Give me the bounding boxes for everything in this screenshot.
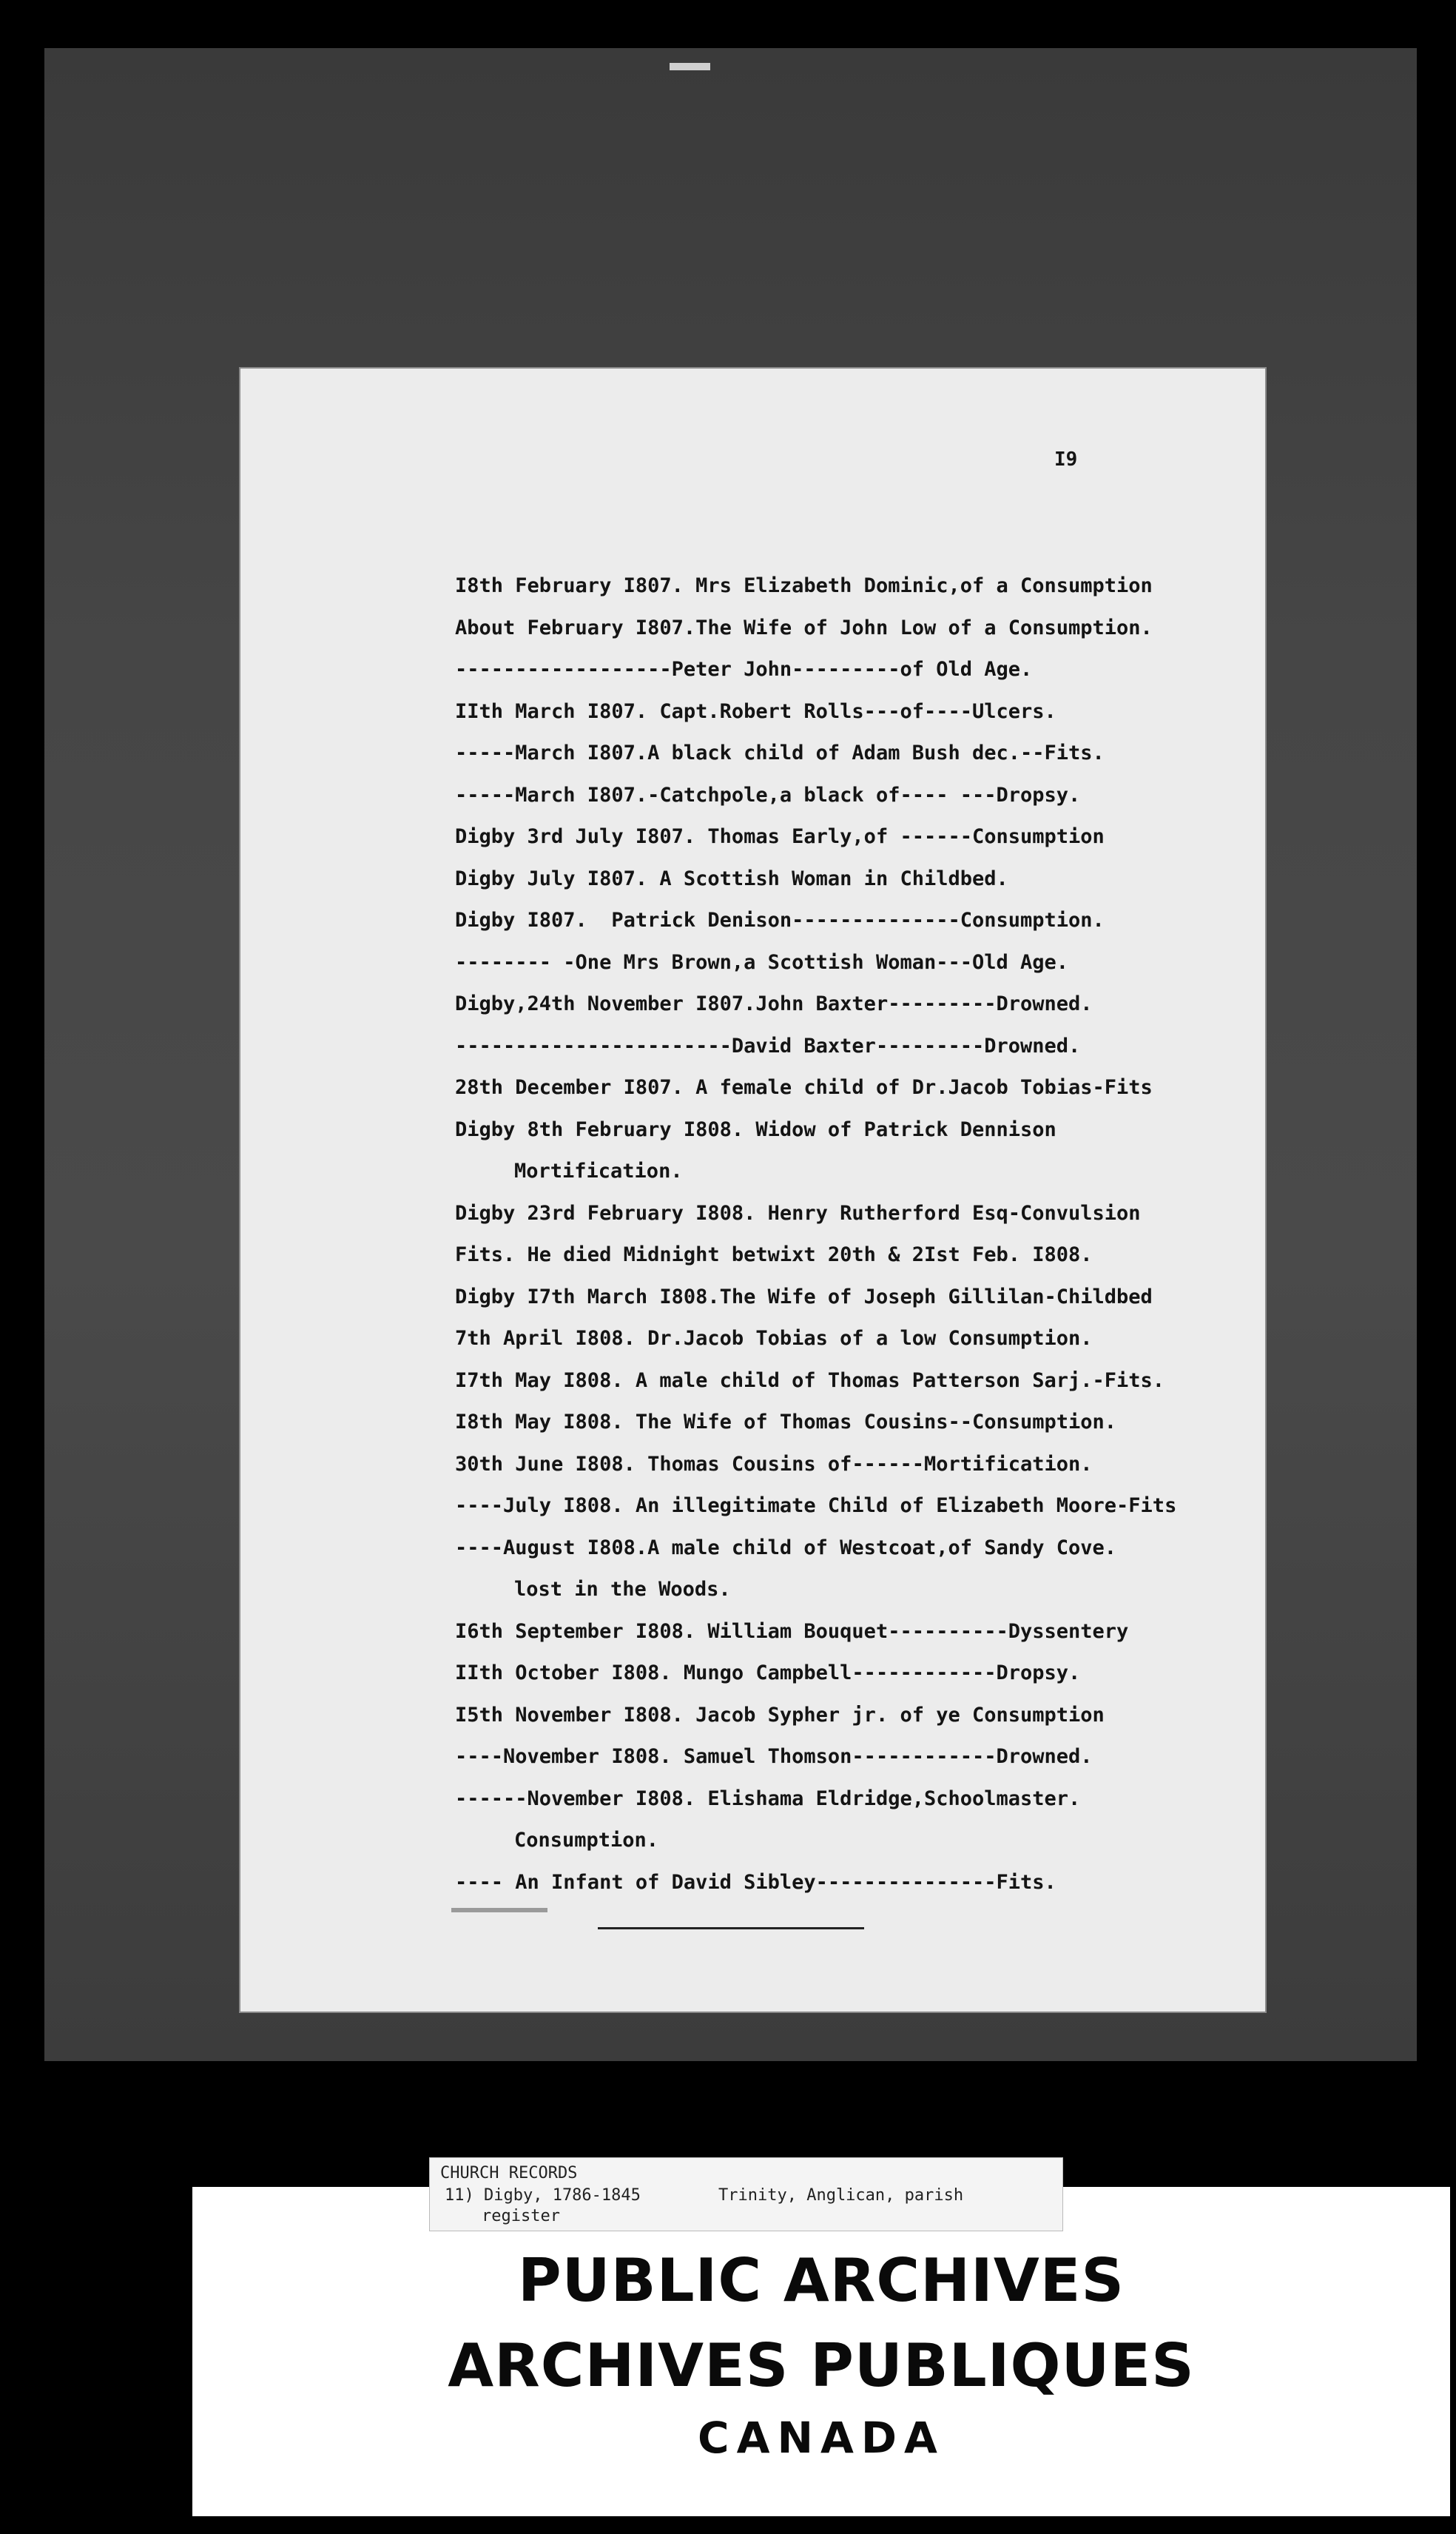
entry-line: 28th December I807. A female child of Dr.Jacob Tobias-Fits bbox=[455, 1076, 1153, 1099]
entry-line: Consumption. bbox=[514, 1829, 659, 1852]
film-clip-mark bbox=[670, 63, 710, 70]
register-page bbox=[240, 369, 1265, 2012]
catalog-card bbox=[429, 2157, 1063, 2231]
entry-line: Digby 23rd February I808. Henry Rutherford Esq-Convulsion bbox=[455, 1201, 1141, 1225]
entry-line: Digby July I807. A Scottish Woman in Childbed. bbox=[455, 867, 1008, 890]
entry-line: I6th September I808. William Bouquet----------Dyssentery bbox=[455, 1619, 1129, 1643]
archive-title-french: ARCHIVES PUBLIQUES bbox=[448, 2331, 1195, 2400]
entry-line: lost in the Woods. bbox=[514, 1578, 731, 1601]
entry-line: Digby,24th November I807.John Baxter---------Drowned. bbox=[455, 992, 1093, 1015]
entry-line: 7th April I808. Dr.Jacob Tobias of a low Consumption. bbox=[455, 1327, 1093, 1350]
entry-line: -------- -One Mrs Brown,a Scottish Woman---Old Age. bbox=[455, 950, 1069, 974]
entry-line: -----March I807.A black child of Adam Bush dec.--Fits. bbox=[455, 742, 1105, 764]
burial-entries bbox=[455, 565, 1254, 1903]
entry-line: 30th June I808. Thomas Cousins of------Mortification. bbox=[455, 1452, 1093, 1476]
entry-line: Digby I807. Patrick Denison--------------Consumption. bbox=[455, 909, 1105, 932]
entry-line: Digby 8th February I808. Widow of Patrick Dennison bbox=[455, 1118, 1056, 1141]
entry-line: -----March I807.-Catchpole,a black of---- ---Dropsy. bbox=[455, 783, 1081, 807]
entry-line: ------November I808. Elishama Eldridge,Schoolmaster. bbox=[455, 1787, 1081, 1810]
entry-line: ----November I808. Samuel Thomson------------Drowned. bbox=[455, 1745, 1093, 1768]
ink-smudge bbox=[451, 1908, 547, 1912]
archive-country: CANADA bbox=[698, 2413, 945, 2463]
entry-line: Digby I7th March I808.The Wife of Joseph Gillilan-Childbed bbox=[455, 1285, 1153, 1308]
entry-line: ----July I808. An illegitimate Child of Elizabeth Moore-Fits bbox=[455, 1494, 1177, 1517]
catalog-item: 11) Digby, 1786-1845 bbox=[445, 2186, 641, 2205]
entry-line: Digby 3rd July I807. Thomas Early,of ------Consumption bbox=[455, 825, 1105, 848]
entry-line: About February I807.The Wife of John Low of a Consumption. bbox=[455, 616, 1153, 639]
entry-line: I5th November I808. Jacob Sypher jr. of ye Consumption bbox=[455, 1703, 1105, 1727]
archive-title-english: PUBLIC ARCHIVES bbox=[518, 2246, 1125, 2315]
catalog-record-type: register bbox=[482, 2207, 560, 2225]
entry-line: ---- An Infant of David Sibley---------------Fits. bbox=[455, 1870, 1056, 1894]
closing-rule bbox=[598, 1927, 864, 1929]
entry-line: IIth October I808. Mungo Campbell------------Dropsy. bbox=[455, 1661, 1081, 1684]
entry-line: ------------------Peter John---------of Old Age. bbox=[455, 658, 1033, 681]
entry-line: I7th May I808. A male child of Thomas Patterson Sarj.-Fits. bbox=[455, 1368, 1165, 1392]
page-number: I9 bbox=[1054, 448, 1078, 471]
entry-line: -----------------------David Baxter---------Drowned. bbox=[455, 1034, 1081, 1058]
catalog-title: CHURCH RECORDS bbox=[440, 2164, 578, 2182]
entry-line: I8th May I808. The Wife of Thomas Cousins--Consumption. bbox=[455, 1411, 1117, 1434]
entry-line: IIth March I807. Capt.Robert Rolls---of----Ulcers. bbox=[455, 699, 1056, 723]
entry-line: Mortification. bbox=[514, 1160, 683, 1183]
entry-line: I8th February I807. Mrs Elizabeth Dominic,of a Consumption bbox=[455, 574, 1153, 597]
catalog-church: Trinity, Anglican, parish bbox=[718, 2186, 964, 2205]
entry-line: Fits. He died Midnight betwixt 20th & 2Ist Feb. I808. bbox=[455, 1243, 1093, 1266]
entry-line: ----August I808.A male child of Westcoat,of Sandy Cove. bbox=[455, 1536, 1117, 1559]
